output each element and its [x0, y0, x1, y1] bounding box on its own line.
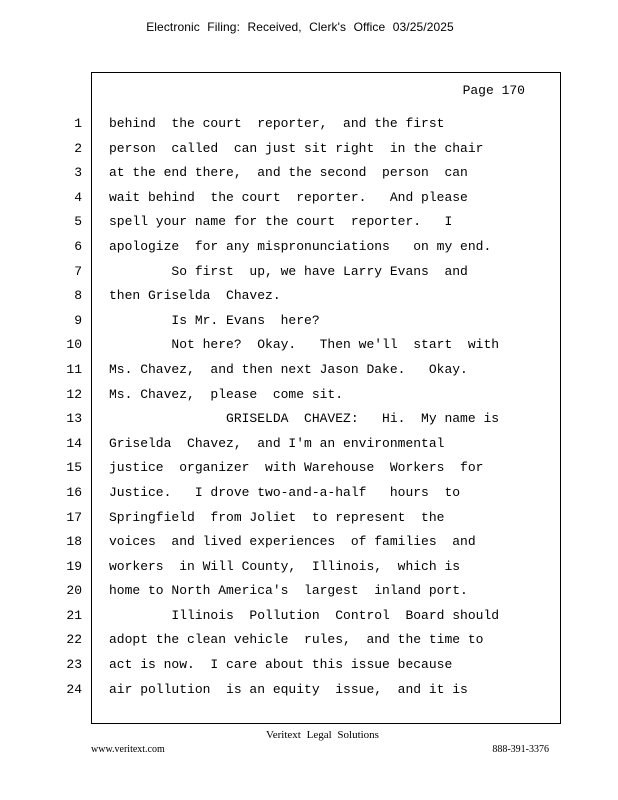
line-number: 21 — [66, 607, 82, 623]
transcript-line: air pollution is an equity issue, and it is — [109, 681, 468, 697]
line-number: 23 — [66, 657, 82, 673]
transcript-line: adopt the clean vehicle rules, and the time to — [109, 632, 484, 648]
footer-phone: 888-391-3376 — [492, 744, 549, 755]
footer-website: www.veritext.com — [91, 744, 165, 755]
transcript-line: Ms. Chavez, and then next Jason Dake. Okay. — [109, 361, 468, 377]
line-number: 3 — [74, 165, 82, 181]
transcript-line: act is now. I care about this issue because — [109, 657, 453, 673]
line-number: 13 — [66, 411, 82, 427]
line-number: 15 — [66, 460, 82, 476]
transcript-line: at the end there, and the second person can — [109, 165, 468, 181]
line-number: 9 — [74, 312, 82, 328]
page-number: Page 170 — [462, 83, 525, 98]
line-number: 12 — [66, 386, 82, 402]
line-number: 16 — [66, 484, 82, 500]
transcript-line: wait behind the court reporter. And please — [109, 189, 468, 205]
transcript-line: Is Mr. Evans here? — [109, 312, 320, 328]
line-number: 11 — [66, 361, 82, 377]
transcript-line: GRISELDA CHAVEZ: Hi. My name is — [109, 411, 500, 427]
transcript-line: apologize for any mispronunciations on my end. — [109, 238, 492, 254]
line-number: 2 — [74, 140, 82, 156]
line-number: 18 — [66, 534, 82, 550]
line-number: 19 — [66, 558, 82, 574]
transcript-line: Justice. I drove two-and-a-half hours to — [109, 484, 461, 500]
transcript-line: Griselda Chavez, and I'm an environmental — [109, 435, 445, 451]
line-number: 14 — [66, 435, 82, 451]
line-number: 1 — [74, 116, 82, 131]
line-number: 6 — [74, 238, 82, 254]
line-number: 20 — [66, 583, 82, 599]
transcript-line: Illinois Pollution Control Board should — [109, 607, 500, 623]
line-number: 17 — [66, 509, 82, 525]
transcript-line: Not here? Okay. Then we'll start with — [109, 337, 500, 353]
transcript-line: workers in Will County, Illinois, which is — [109, 558, 461, 574]
line-number-column — [60, 112, 82, 702]
line-number: 22 — [66, 632, 82, 648]
line-number: 4 — [74, 189, 82, 205]
transcript-line: justice organizer with Warehouse Workers for — [109, 460, 484, 476]
transcript-line: voices and lived experiences of families and — [109, 534, 476, 550]
transcript-line: So first up, we have Larry Evans and — [109, 263, 468, 279]
footer-company: Veritext Legal Solutions — [266, 729, 379, 741]
line-number: 7 — [74, 263, 82, 279]
transcript-line: then Griselda Chavez. — [109, 288, 281, 304]
transcript-line: spell your name for the court reporter. I — [109, 214, 453, 230]
line-number: 5 — [74, 214, 82, 230]
transcript-line: behind the court reporter, and the first — [109, 116, 445, 131]
line-number: 8 — [74, 288, 82, 304]
transcript-line: Ms. Chavez, please come sit. — [109, 386, 344, 402]
line-number: 10 — [66, 337, 82, 353]
transcript-line: home to North America's largest inland port. — [109, 583, 468, 599]
transcript-text — [109, 112, 554, 702]
line-number: 24 — [66, 681, 82, 697]
transcript-line: Springfield from Joliet to represent the — [109, 509, 445, 525]
filing-stamp: Electronic Filing: Received, Clerk's Office 03/25/2025 — [146, 20, 454, 34]
transcript-line: person called can just sit right in the chair — [109, 140, 484, 156]
